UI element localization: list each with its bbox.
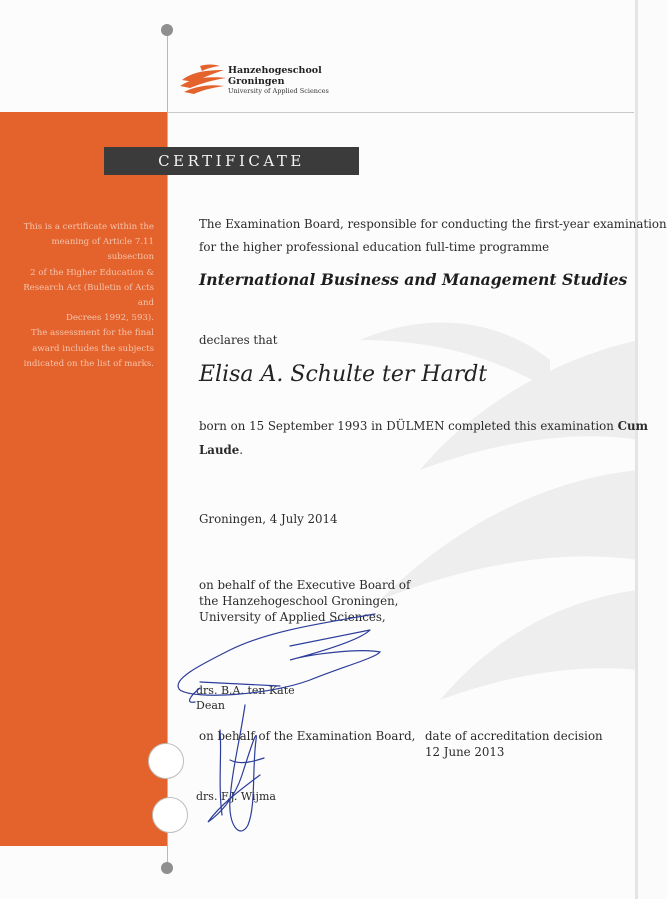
header-divider: [168, 112, 634, 113]
birth-line: [199, 419, 648, 433]
dean-title: Dean: [196, 699, 225, 712]
intro-line-2: for the higher professional education full-time programme: [199, 240, 550, 254]
handwritten-signatures: [160, 600, 420, 850]
institution-subtitle: University of Applied Sciences: [228, 87, 329, 95]
exec-board-line-1: on behalf of the Executive Board of: [199, 578, 411, 592]
birth-text: born on 15 September 1993 in DÜLMEN completed this examination: [199, 419, 618, 433]
exam-board-signatory: drs. F.J. Wijma: [196, 790, 276, 803]
place-and-date: Groningen, 4 July 2014: [199, 512, 338, 526]
institution-name: Hanzehogeschool Groningen: [228, 65, 322, 87]
legal-notice-text: This is a certificate within the meaning of Article 7.11 subsection 2 of the Higher Education & Research Act (Bulletin of Acts and Decrees 1992, 593). The assessment for the final award includes the subjects indicated on the list of marks.: [23, 222, 154, 369]
certificate-title: CERTIFICATE: [104, 147, 359, 175]
bottom-dot: [161, 862, 173, 874]
honour-second-word: Laude: [199, 443, 240, 457]
declares-text: declares that: [199, 333, 278, 347]
exec-board-line-3: University of Applied Sciences,: [199, 610, 386, 624]
exam-board-line: on behalf of the Examination Board,: [199, 729, 416, 743]
programme-name: International Business and Management Studies: [199, 270, 628, 289]
hanze-flame-logo: [180, 62, 228, 96]
exam-board-signature: [208, 705, 264, 831]
honour-line: [199, 443, 243, 457]
intro-line-1: The Examination Board, responsible for conducting the first-year examination: [199, 217, 667, 231]
top-dot: [161, 24, 173, 36]
page-edge: [635, 0, 638, 899]
dean-signature: [178, 614, 380, 695]
accreditation-label: date of accreditation decision: [425, 729, 603, 743]
accreditation-date: 12 June 2013: [425, 745, 505, 759]
honour-period: .: [239, 443, 244, 457]
exec-board-line-2: the Hanzehogeschool Groningen,: [199, 594, 399, 608]
recipient-name: Elisa A. Schulte ter Hardt: [199, 362, 488, 387]
honour-first-word: Cum: [617, 419, 649, 433]
dean-name: drs. B.A. ten Kate: [196, 684, 295, 697]
